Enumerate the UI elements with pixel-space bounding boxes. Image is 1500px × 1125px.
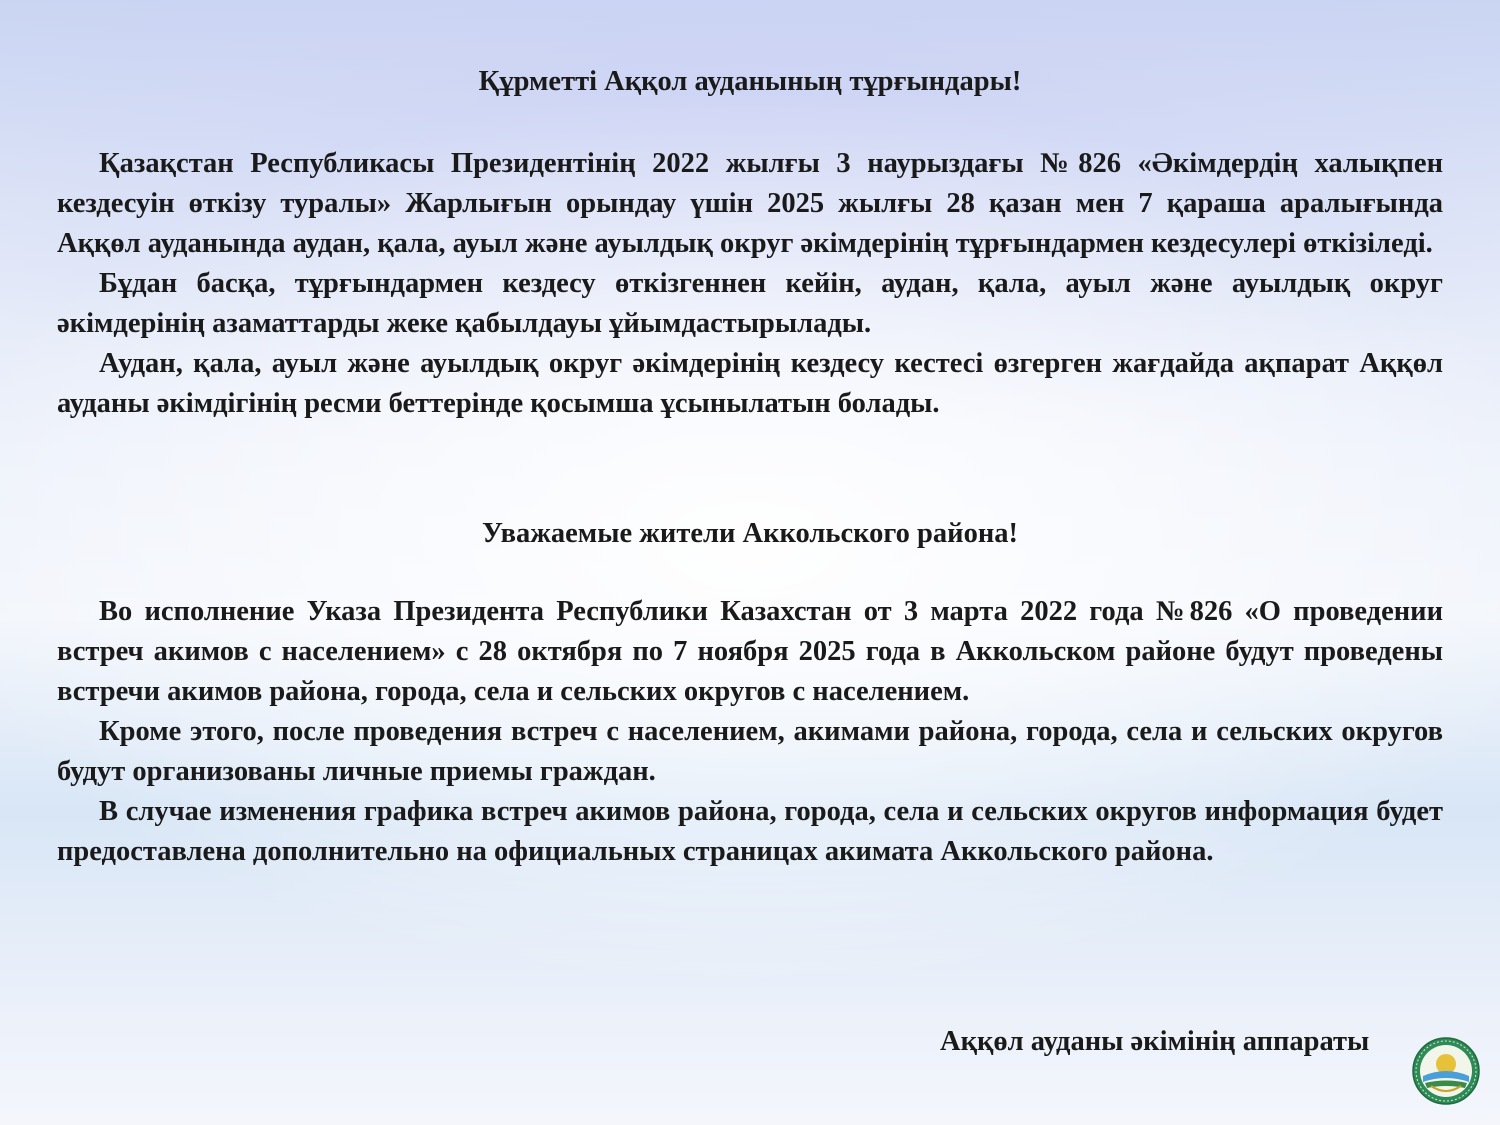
- russian-paragraph-2: Кроме этого, после проведения встреч с населением, акимами района, города, села и сельских округов будут организованы личные приемы граждан.: [57, 716, 1443, 787]
- kazakh-body: [57, 144, 1443, 424]
- kazakh-paragraph-3: Аудан, қала, ауыл және ауылдық округ әкімдерінің кездесу кестесі өзгерген жағдайда ақпарат Аққөл ауданы әкімдігінің ресми беттерінде қосымша ұсынылатын болады.: [57, 348, 1443, 419]
- russian-heading: Уважаемые жители Аккольского района!: [482, 518, 1018, 549]
- kazakh-paragraph-2: Бұдан басқа, тұрғындармен кездесу өткізгеннен кейін, аудан, қала, ауыл және ауылдық округ әкімдерінің азаматтарды жеке қабылдауы ұйымдастырылады.: [57, 268, 1443, 339]
- district-emblem-icon: [1411, 1036, 1481, 1106]
- notice-document: [57, 62, 1443, 872]
- signature-line: Аққөл ауданы әкімінің аппараты: [940, 1026, 1370, 1057]
- russian-paragraph-3: В случае изменения графика встреч акимов района, города, села и сельских округов информация будет предоставлена дополнительно на официальных страницах акимата Аккольского района.: [57, 796, 1443, 867]
- kazakh-heading: Құрметті Аққол ауданының тұрғындары!: [478, 66, 1022, 97]
- russian-paragraph-1: Во исполнение Указа Президента Республики Казахстан от 3 марта 2022 года №826 «О проведении встреч акимов с населением» с 28 октября по 7 ноября 2025 года в Аккольском районе будут проведены встречи акимов района, города, села и сельских округов с населением.: [57, 596, 1443, 707]
- kazakh-paragraph-1: Қазақстан Республикасы Президентінің 2022 жылғы 3 наурыздағы №826 «Әкімдердің халықпен кездесуін өткізу туралы» Жарлығын орындау үшін 2025 жылғы 28 қазан мен 7 қараша аралығында Аққөл ауданында аудан, қала, ауыл және ауылдық округ әкімдерінің тұрғындармен кездесулері өткізіледі.: [57, 148, 1443, 259]
- russian-body: [57, 592, 1443, 872]
